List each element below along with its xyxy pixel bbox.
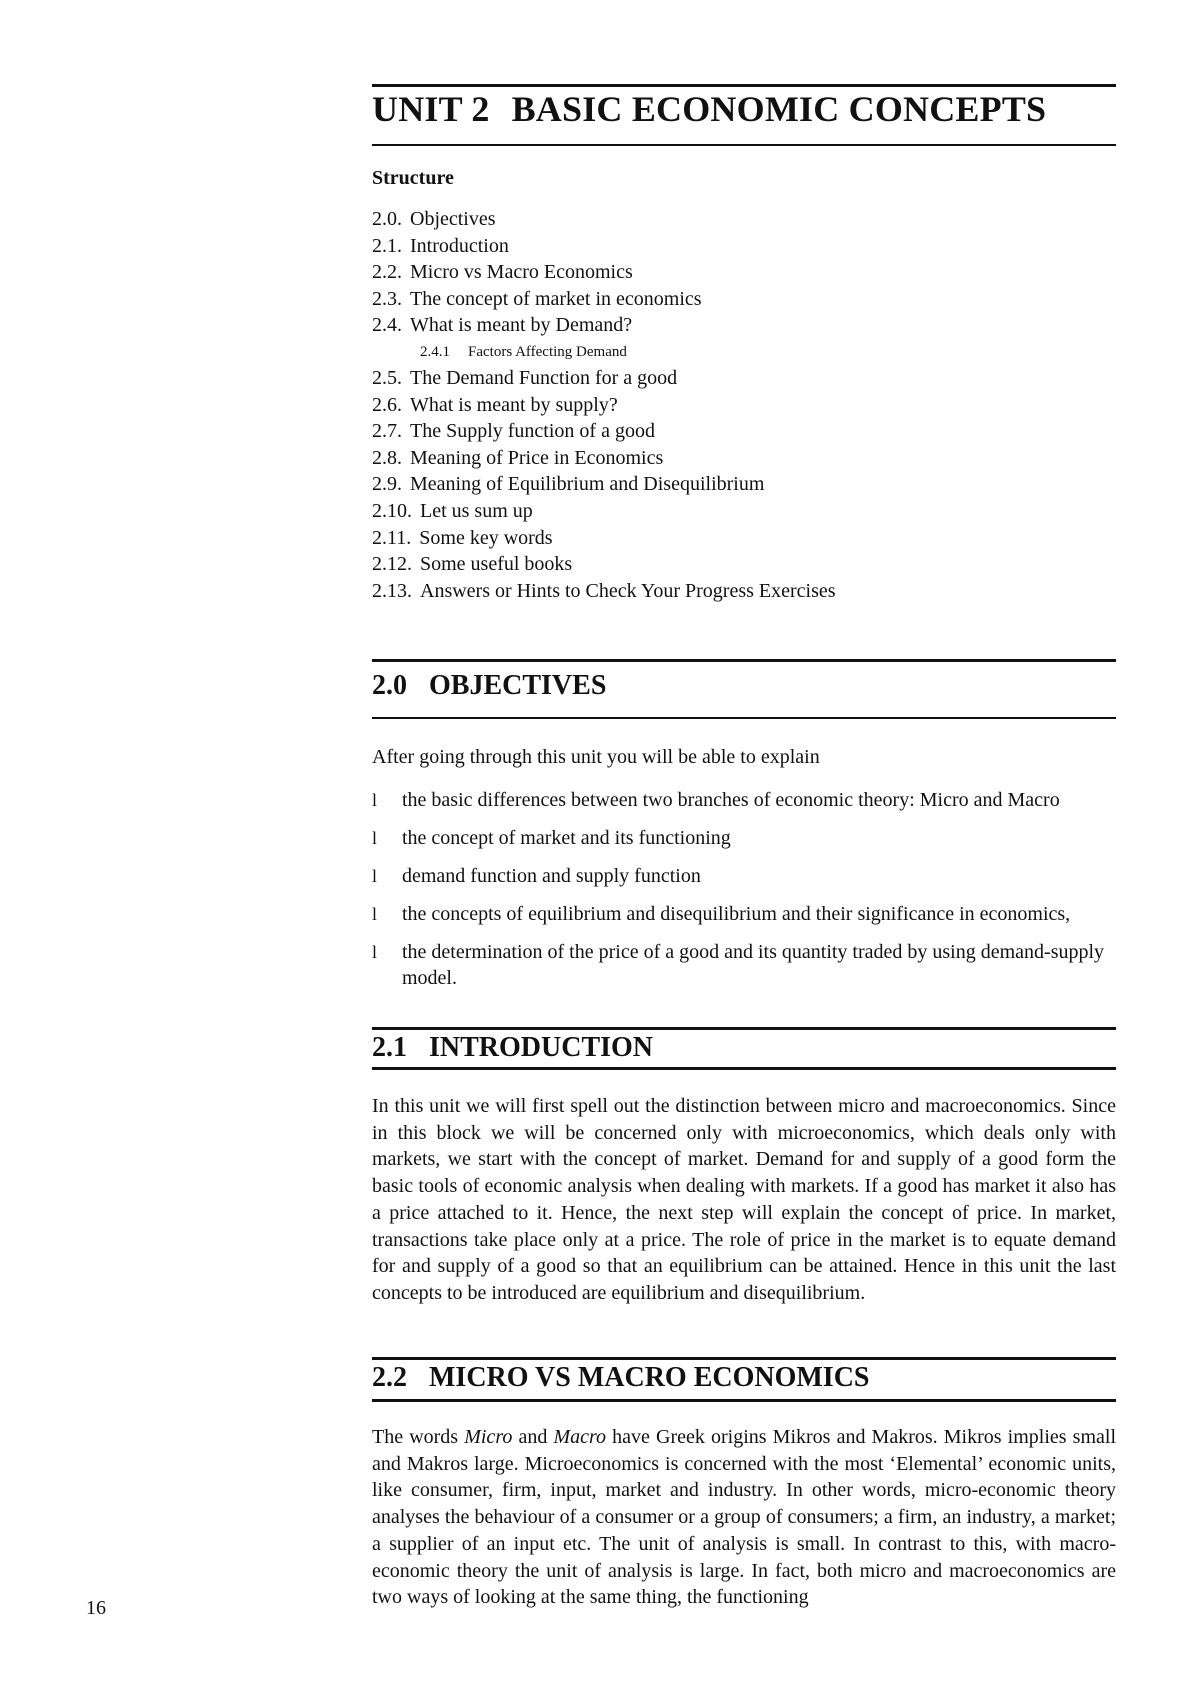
bullet-icon: l bbox=[372, 904, 378, 924]
bullet-icon: l bbox=[372, 866, 378, 886]
toc-item-number: 2.12. bbox=[372, 553, 412, 576]
list-item-text: demand function and supply function bbox=[402, 865, 701, 887]
toc-item-text: Meaning of Equilibrium and Disequilibrium bbox=[410, 473, 765, 496]
toc-item bbox=[372, 418, 836, 445]
toc-item bbox=[372, 206, 836, 233]
toc-item-text: Some key words bbox=[419, 526, 553, 549]
toc-item bbox=[372, 312, 836, 339]
introduction-heading bbox=[372, 1032, 653, 1064]
toc-item-number: 2.5. bbox=[372, 366, 402, 389]
toc-item bbox=[372, 392, 836, 419]
bullet-icon: l bbox=[372, 828, 378, 848]
toc-item-text: Objectives bbox=[410, 208, 496, 230]
section-number: 2.1 bbox=[372, 1032, 407, 1063]
toc-item bbox=[372, 578, 836, 605]
title-bottom-rule bbox=[372, 144, 1116, 146]
toc-item bbox=[372, 259, 836, 286]
toc-item-text: Micro vs Macro Economics bbox=[410, 261, 633, 284]
toc-item-text: The concept of market in economics bbox=[410, 287, 702, 310]
paragraph-text: The words bbox=[372, 1426, 465, 1448]
paragraph-text: have Greek origins Mikros and Makros. Mikros implies small and Makros large. Microeconomics is concerned with the most ‘Elemental’ economic units, like consumer, firm, input, market and industry. In other words, micro-economic theory analyses the behaviour of a consumer or a group of consumers; a firm, an industry, a market; a supplier of an input etc. The unit of analysis is small. In contrast to this, with macro-economic theory the unit of analysis is large. In fact, both micro and macroeconomics are two ways of looking at the same thing, the functioning bbox=[372, 1426, 1116, 1609]
toc-item bbox=[372, 525, 836, 552]
list-item bbox=[372, 863, 1116, 889]
term-macro: Macro bbox=[553, 1426, 607, 1448]
list-item-text: the concept of market and its functioning bbox=[402, 827, 731, 849]
objectives-bottom-rule bbox=[372, 717, 1116, 719]
toc-item-number: 2.0. bbox=[372, 208, 402, 230]
toc-item-text: Factors Affecting Demand bbox=[468, 343, 627, 360]
bullet-icon: l bbox=[372, 790, 378, 810]
objectives-top-rule bbox=[372, 659, 1116, 662]
toc-item bbox=[372, 445, 836, 472]
toc-item bbox=[372, 551, 836, 578]
term-micro: Micro bbox=[464, 1426, 513, 1448]
toc-item bbox=[372, 286, 836, 313]
list-item bbox=[372, 825, 1116, 851]
objectives-intro: After going through this unit you will be able to explain bbox=[372, 746, 820, 768]
page-number: 16 bbox=[86, 1597, 106, 1619]
introduction-paragraph: In this unit we will first spell out the distinction between micro and macroeconomics. Since in this block we will be concerned only with microeconomics, which deals only with markets, we start with the concept of market. Demand for and supply of a good form the basic tools of economic analysis when dealing with markets. If a good has market it also has a price attached to it. Hence, the next step will explain the concept of price. In market, transactions take place only at a price. The role of price in the market is to equate demand for and supply of a good so that an equilibrium can be attained. Hence in this unit the last concepts to be introduced are equilibrium and disequilibrium. bbox=[372, 1095, 1116, 1304]
objectives-heading bbox=[372, 670, 606, 702]
toc-item-text: Let us sum up bbox=[420, 499, 533, 522]
section-title: OBJECTIVES bbox=[429, 670, 607, 701]
title-top-rule bbox=[372, 84, 1116, 87]
toc-item-number: 2.6. bbox=[372, 393, 402, 416]
introduction-top-rule bbox=[372, 1027, 1116, 1030]
section-title: MICRO VS MACRO ECONOMICS bbox=[429, 1362, 870, 1393]
table-of-contents bbox=[372, 206, 836, 604]
toc-item-text: What is meant by supply? bbox=[410, 393, 618, 416]
toc-item-number: 2.1. bbox=[372, 234, 402, 257]
toc-item-number: 2.8. bbox=[372, 446, 402, 469]
toc-item-text: Meaning of Price in Economics bbox=[410, 446, 664, 469]
toc-item-number: 2.11. bbox=[372, 526, 412, 549]
section-number: 2.2 bbox=[372, 1362, 407, 1393]
bullet-icon: l bbox=[372, 942, 378, 962]
list-item bbox=[372, 787, 1116, 813]
micro-macro-paragraph bbox=[372, 1424, 1116, 1611]
toc-item-number: 2.9. bbox=[372, 473, 402, 496]
toc-item-number: 2.3. bbox=[372, 287, 402, 310]
toc-item bbox=[372, 471, 836, 498]
micro-macro-bottom-rule bbox=[372, 1399, 1116, 1402]
list-item bbox=[372, 901, 1116, 927]
micro-macro-top-rule bbox=[372, 1357, 1116, 1360]
toc-item-text: Answers or Hints to Check Your Progress Exercises bbox=[420, 579, 836, 602]
section-title: INTRODUCTION bbox=[429, 1032, 654, 1063]
toc-item bbox=[372, 233, 836, 260]
toc-item-number: 2.2. bbox=[372, 261, 402, 284]
structure-heading: Structure bbox=[372, 167, 454, 189]
toc-item-number: 2.10. bbox=[372, 499, 412, 522]
toc-item-number: 2.13. bbox=[372, 579, 412, 602]
micro-macro-heading bbox=[372, 1362, 870, 1394]
toc-item-number: 2.7. bbox=[372, 420, 402, 443]
toc-item-text: Introduction bbox=[410, 234, 509, 257]
list-item-text: the basic differences between two branches of economic theory: Micro and Macro bbox=[402, 789, 1060, 811]
introduction-bottom-rule bbox=[372, 1067, 1116, 1070]
toc-item-number: 2.4.1 bbox=[420, 343, 450, 360]
toc-item bbox=[372, 498, 836, 525]
list-item bbox=[372, 939, 1116, 991]
section-number: 2.0 bbox=[372, 670, 407, 701]
paragraph-text: and bbox=[512, 1426, 554, 1448]
toc-item-number: 2.4. bbox=[372, 314, 402, 337]
toc-subitem bbox=[372, 339, 836, 365]
toc-item-text: Some useful books bbox=[420, 553, 573, 576]
toc-item-text: The Demand Function for a good bbox=[410, 366, 678, 389]
unit-name: BASIC ECONOMIC CONCEPTS bbox=[511, 89, 1047, 129]
toc-item-text: The Supply function of a good bbox=[410, 420, 655, 443]
unit-title bbox=[372, 88, 1046, 130]
toc-item-text: What is meant by Demand? bbox=[410, 314, 633, 337]
toc-item bbox=[372, 365, 836, 392]
list-item-text: the determination of the price of a good and its quantity traded by using demand-supply model. bbox=[402, 941, 1105, 989]
objectives-list bbox=[372, 787, 1116, 1003]
unit-number: UNIT 2 bbox=[372, 89, 490, 129]
list-item-text: the concepts of equilibrium and disequilibrium and their significance in economics, bbox=[402, 903, 1071, 925]
